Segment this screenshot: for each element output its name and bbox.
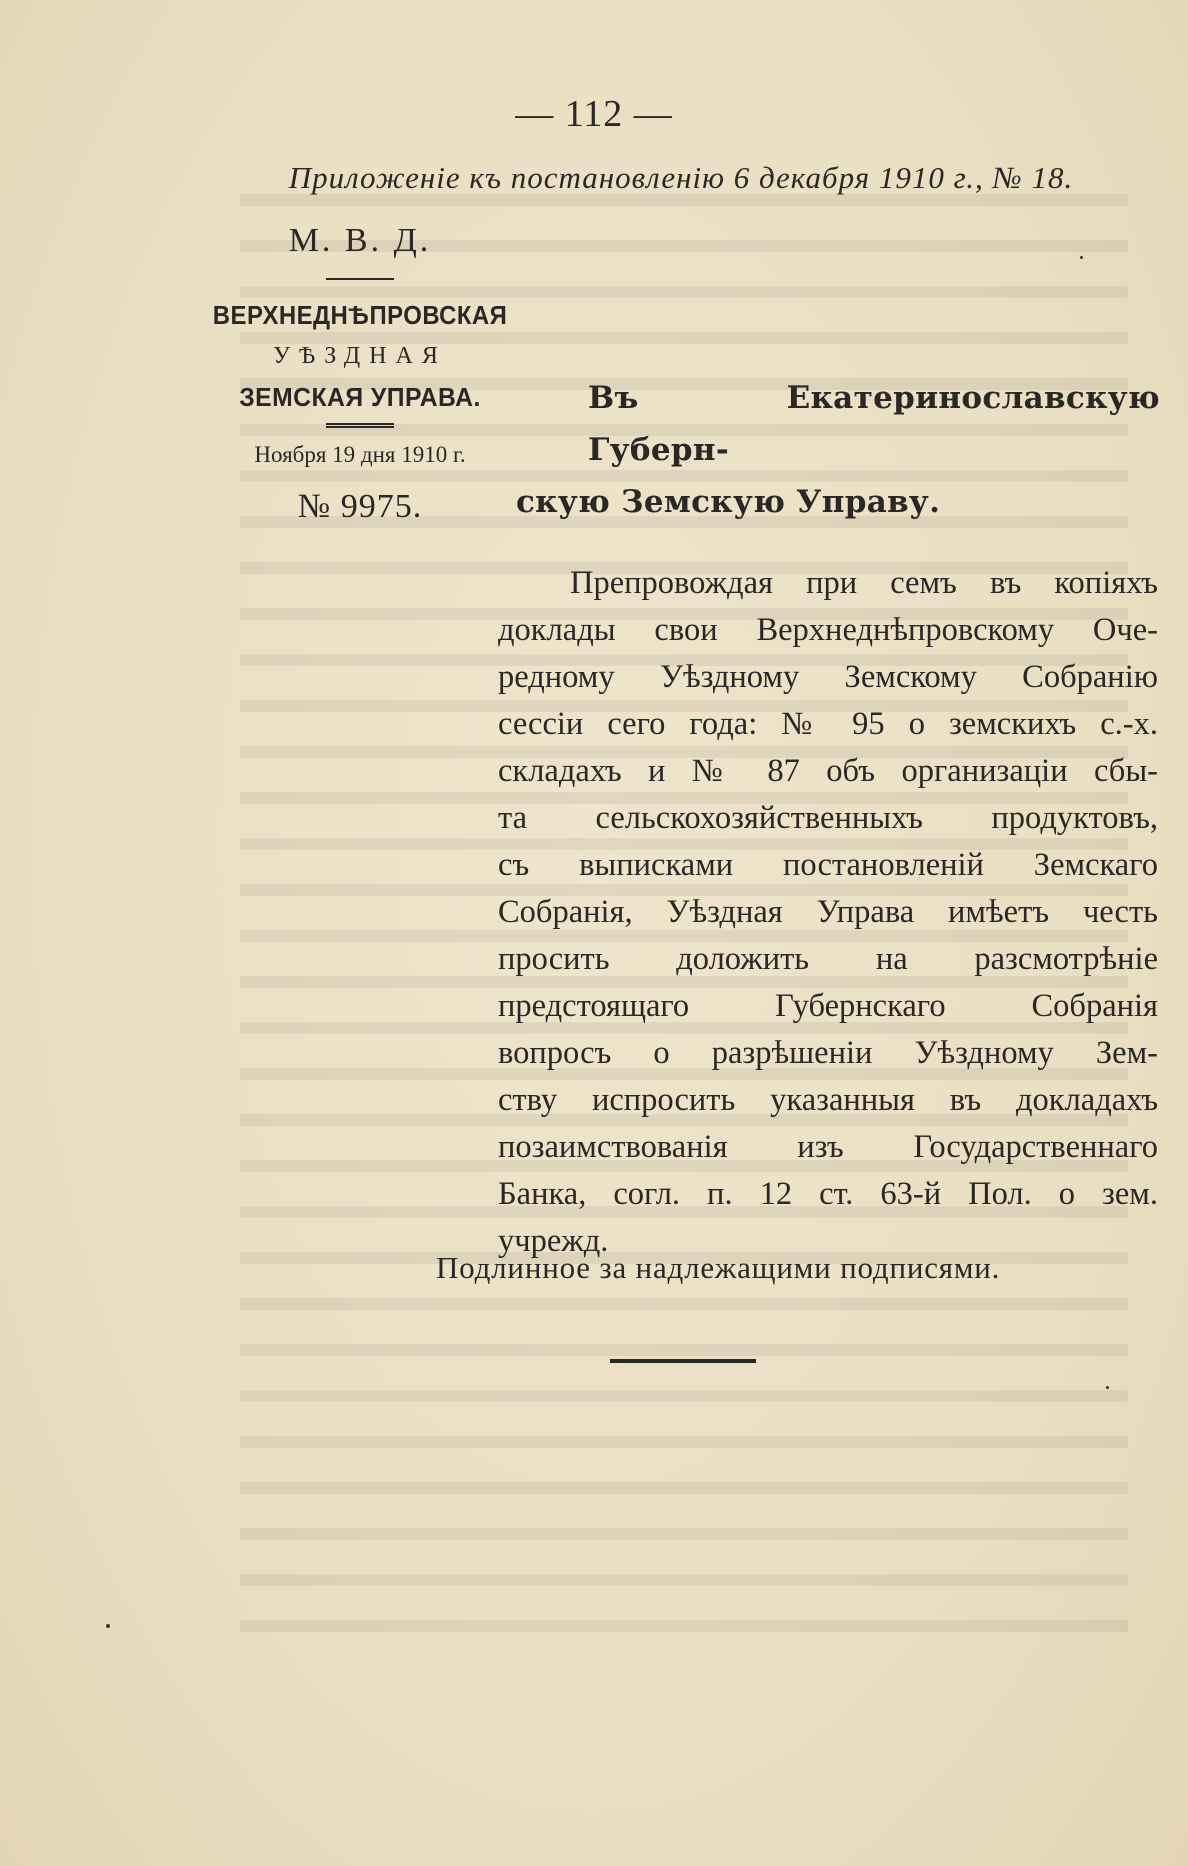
- body-line: вопросъ о разрѣшенiи Уѣздному Зем-: [498, 1035, 1158, 1071]
- council-name-line3: ЗЕМСКАЯ УПРАВА.: [239, 382, 481, 412]
- council-name-line1: ВЕРХНЕДНѢПРОВСКАЯ: [212, 300, 508, 330]
- letter-body: [498, 560, 1158, 1265]
- body-line: складахъ и № 87 объ организацiи сбы-: [498, 753, 1158, 789]
- body-line: сессiи сего года: № 95 о земскихъ с.-х.: [498, 706, 1158, 742]
- body-line: та сельскохозяйственныхъ продуктовъ,: [498, 800, 1158, 836]
- page-number: — 112 —: [515, 93, 673, 135]
- divider: [326, 278, 394, 280]
- end-rule: [610, 1359, 756, 1363]
- body-line: доклады свои Верхнеднѣпровскому Оче-: [498, 612, 1158, 648]
- body-line: учрежд.: [498, 1223, 609, 1259]
- body-line: Банка, согл. п. 12 ст. 63-й Пол. о зем.: [498, 1176, 1158, 1212]
- body-line: Собранiя, Уѣздная Управа имѣетъ честь: [498, 894, 1158, 930]
- appendix-note: Приложенiе къ постановленiю 6 декабря 1910 г., № 18.: [288, 160, 1074, 195]
- paper-speck: [1106, 1386, 1109, 1389]
- body-line: предстоящаго Губернскаго Собранiя: [498, 988, 1158, 1024]
- council-name-line2: УѢЗДНАЯ: [273, 343, 447, 369]
- paper-speck: [106, 1624, 110, 1628]
- recipient-line: Въ Екатеринославскую Губерн-: [588, 380, 1160, 468]
- body-line: редному Уѣздному Земскому Собранiю: [498, 659, 1158, 695]
- recipient-address: [516, 372, 1160, 528]
- ministry-heading: М. В. Д.: [288, 222, 432, 259]
- recipient-line: скую Земскую Управу.: [516, 484, 941, 520]
- body-line: позаимствованiя изъ Государственнаго: [498, 1129, 1158, 1165]
- outgoing-number: № 9975.: [297, 488, 423, 525]
- body-line: ству испросить указанныя въ докладахъ: [498, 1082, 1158, 1118]
- body-line: съ выписками постановленiй Земскаго: [498, 847, 1158, 883]
- double-divider: [326, 423, 394, 428]
- paper-speck: [1080, 256, 1083, 259]
- closing-statement: Подлинное за надлежащими подписями.: [436, 1250, 1001, 1285]
- sender-block: [200, 222, 520, 526]
- letter-date: Ноября 19 дня 1910 г.: [254, 442, 466, 467]
- body-line: Препровождая при семъ въ копiяхъ: [570, 565, 1158, 601]
- body-line: просить доложить на разсмотрѣнiе: [498, 941, 1158, 977]
